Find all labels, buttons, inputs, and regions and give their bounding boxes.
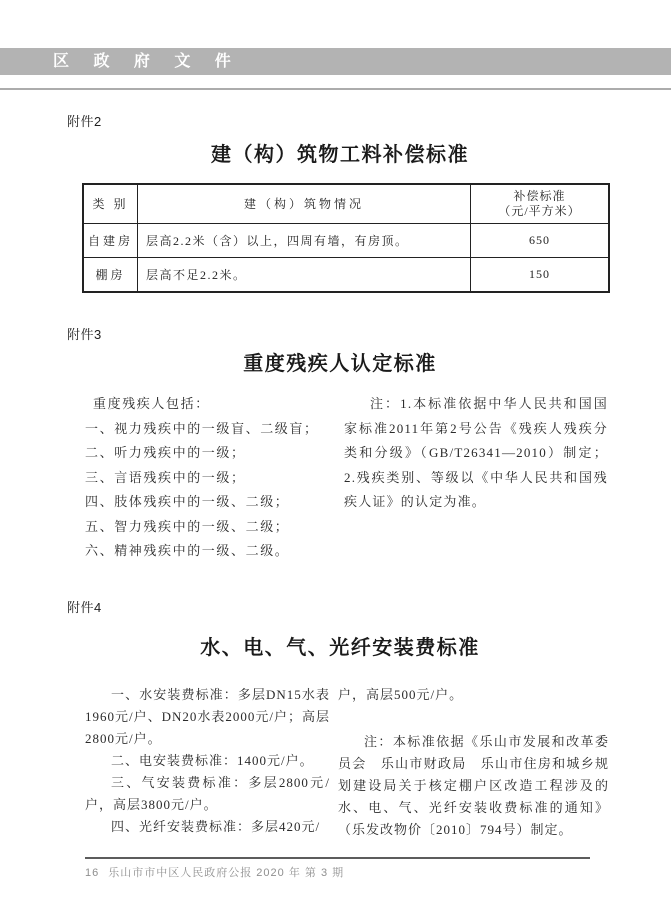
cell-condition: 层高2.2米（含）以上，四周有墙，有房顶。 <box>138 224 471 258</box>
attachment4-note: 注：本标准依据《乐山市发展和改革委员会 乐山市财政局 乐山市住房和城乡规划建设局关于核定棚户区改造工程涉及的水、电、气、光纤安装收费标准的通知》（乐发改物价〔2010〕794号）制定。 <box>338 734 609 837</box>
header-cell-condition: 建（构）筑物情况 <box>138 184 471 224</box>
compensation-table <box>82 183 610 293</box>
header-divider <box>0 88 671 90</box>
page-number: 16 <box>85 867 100 879</box>
cell-category: 自建房 <box>83 224 138 258</box>
attachment3-label: 附件3 <box>67 327 102 342</box>
footer <box>85 864 344 880</box>
section-header-bar <box>0 48 671 75</box>
fee-item-fiber: 四、光纤安装费标准：多层420元/ <box>111 819 321 834</box>
section-header-title: 区 政 府 文 件 <box>53 53 241 70</box>
attachment3-note: 注：1.本标准依据中华人民共和国国家标准2011年第2号公告《残疾人残疾分类和分级》（GB/T26341—2010）制定；2.残疾类别、等级以《中华人民共和国残疾人证》的认定为准。 <box>344 396 608 510</box>
disability-item: 三、言语残疾中的一级； <box>85 469 246 485</box>
attachment4-title: 水、电、气、光纤安装费标准 <box>200 637 480 659</box>
disability-item: 一、视力残疾中的一级盲、二级盲； <box>85 420 319 436</box>
disability-item: 二、听力残疾中的一级； <box>85 445 246 460</box>
header-standard-line2: （元/平方米） <box>498 204 581 218</box>
attachment2-label: 附件2 <box>67 114 102 129</box>
attachment3-left-column <box>85 392 333 564</box>
header-cell-standard <box>471 184 610 224</box>
attachment4-right-column <box>338 684 609 841</box>
cell-standard: 650 <box>471 224 610 258</box>
attachment3-title: 重度残疾人认定标准 <box>243 353 437 375</box>
footer-divider <box>85 857 590 859</box>
disability-item: 四、肢体残疾中的一级、二级； <box>85 494 290 509</box>
fee-item-water: 一、水安装费标准：多层DN15水表1960元/户、DN20水表2000元/户；高层2800元/户。 <box>85 687 331 746</box>
disability-item: 五、智力残疾中的一级、二级； <box>85 518 290 534</box>
fee-item-fiber-continuation: 户，高层500元/户。 <box>338 687 464 702</box>
table-header-row <box>83 184 609 224</box>
header-cell-category: 类 别 <box>83 184 138 224</box>
attachment4-label: 附件4 <box>67 600 102 615</box>
disability-intro: 重度残疾人包括： <box>93 396 210 411</box>
header-standard-line1: 补偿标准 <box>513 189 566 203</box>
disability-item: 六、精神残疾中的一级、二级。 <box>85 543 290 558</box>
gazette-footer-title: 乐山市市中区人民政府公报 2020 年 第 3 期 <box>108 867 345 879</box>
table-row <box>83 258 609 293</box>
cell-category: 棚房 <box>83 258 138 293</box>
fee-item-gas: 三、气安装费标准：多层2800元/户，高层3800元/户。 <box>85 775 330 812</box>
cell-standard: 150 <box>471 258 610 293</box>
cell-condition: 层高不足2.2米。 <box>138 258 471 293</box>
table-row <box>83 224 609 258</box>
attachment2-title: 建（构）筑物工料补偿标准 <box>211 144 469 166</box>
attachment4-left-column <box>85 684 330 838</box>
fee-item-electricity: 二、电安装费标准：1400元/户。 <box>111 753 314 768</box>
